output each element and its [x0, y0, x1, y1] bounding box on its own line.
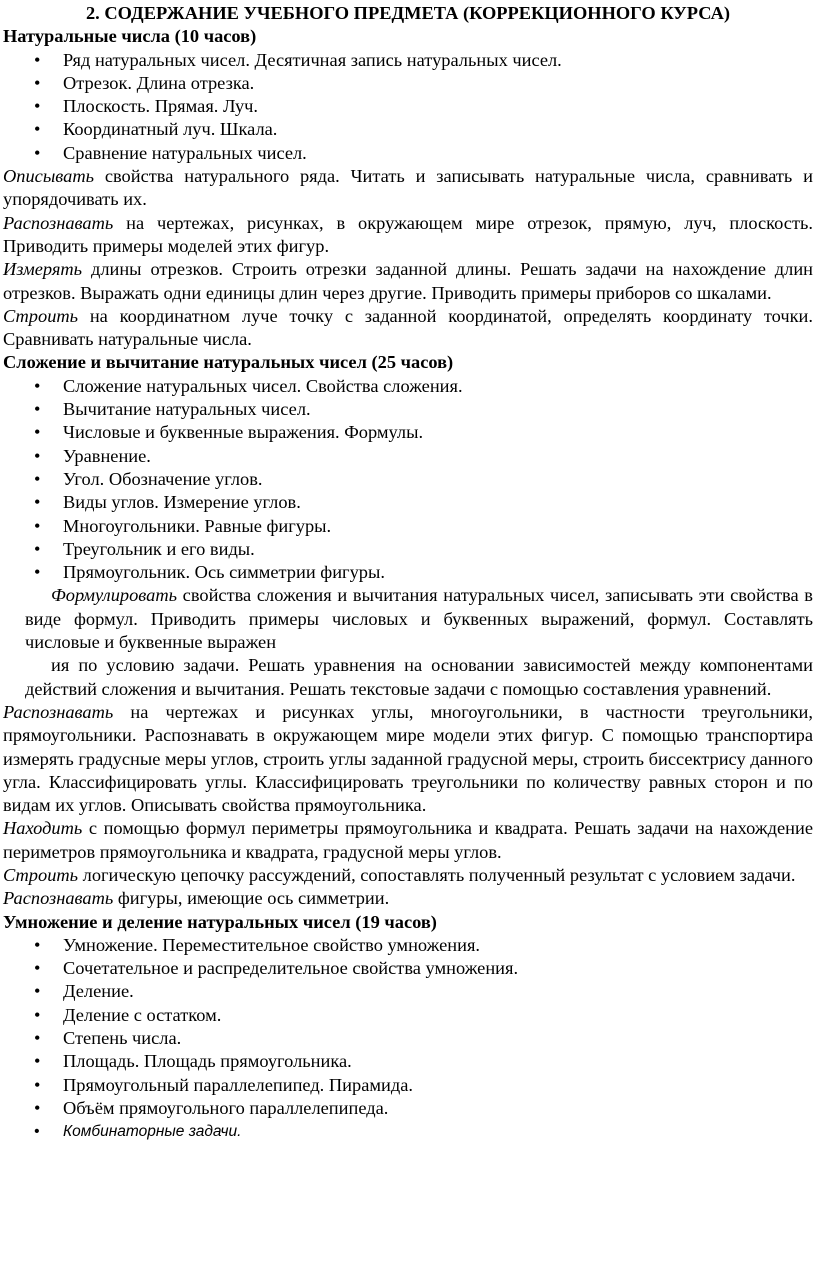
list-item: • Координатный луч. Шкала. [3, 118, 813, 141]
activity-verb: Распознавать [3, 701, 114, 722]
activity-verb: Строить [3, 305, 79, 326]
list-item: • Угол. Обозначение углов. [3, 468, 813, 491]
activity-verb: Описывать [3, 166, 94, 187]
activity-verb: Находить [3, 818, 83, 839]
activity-verb: Распознавать [3, 888, 114, 909]
list-item: • Деление с остатком. [3, 1004, 813, 1027]
activity-paragraph [3, 701, 813, 817]
list-item: • Треугольник и его виды. [3, 538, 813, 561]
topic-list-natural-numbers [3, 49, 813, 165]
activity-text: с помощью формул периметры прямоугольника и квадрата. Решать задачи на нахождение периметров прямоугольника и квадрата, градусной меры углов. [3, 818, 813, 862]
activity-paragraph [3, 864, 813, 887]
list-item: • Плоскость. Прямая. Луч. [3, 95, 813, 118]
section-heading-natural-numbers: Натуральные числа (10 часов) [3, 26, 257, 47]
activity-paragraph [3, 817, 813, 864]
activity-text: свойства сложения и вычитания натуральных чисел, записывать эти свойства в виде формул. Приводить примеры числовых и буквенных выражений, формул. Составлять числовые и буквенные выражен [25, 585, 813, 653]
list-item: • Отрезок. Длина отрезка. [3, 72, 813, 95]
activity-paragraph [3, 305, 813, 352]
activity-text: фигуры, имеющие ось симметрии. [113, 888, 390, 909]
list-item: • Сложение натуральных чисел. Свойства сложения. [3, 375, 813, 398]
list-item: • Прямоугольный параллелепипед. Пирамида. [3, 1074, 813, 1097]
list-item: • Числовые и буквенные выражения. Формулы. [3, 421, 813, 444]
activity-text: свойства натурального ряда. Читать и записывать натуральные числа, сравнивать и упорядочивать их. [3, 166, 813, 210]
activity-text: на чертежах и рисунках углы, многоугольники, в частности треугольники, прямоугольники. Распознавать в окружающем мире модели этих фигур. С помощью транспортира измерять градусные меры углов, строить углы заданной градусной меры, строить биссектрису данного угла. Классифицировать углы. Классифицировать треугольники по количеству равных сторон и по видам их углов. Описывать свойства прямоугольника. [3, 701, 813, 816]
list-item: • Деление. [3, 980, 813, 1003]
activity-paragraph-indented [3, 654, 813, 701]
activity-verb: Формулировать [51, 585, 177, 606]
activity-paragraph [3, 258, 813, 305]
list-item: • Прямоугольник. Ось симметрии фигуры. [3, 561, 813, 584]
activity-text: на координатном луче точку с заданной координатой, определять координату точки. Сравнивать натуральные числа. [3, 305, 813, 350]
activity-paragraph [3, 887, 813, 910]
activity-text: на чертежах, рисунках, в окружающем мире отрезок, прямую, луч, плоскость. Приводить примеры моделей этих фигур. [3, 212, 813, 256]
activity-verb: Строить [3, 864, 79, 885]
activity-paragraph [3, 212, 813, 259]
list-item: • Вычитание натуральных чисел. [3, 398, 813, 421]
list-item: • Объём прямоугольного параллелепипеда. [3, 1097, 813, 1120]
list-item: • Комбинаторные задачи. [3, 1120, 813, 1143]
section-heading-addition-subtraction: Сложение и вычитание натуральных чисел (25 часов) [3, 352, 454, 373]
activity-verb: Измерять [3, 259, 83, 280]
list-item: • Умножение. Переместительное свойство умножения. [3, 934, 813, 957]
activity-text: длины отрезков. Строить отрезки заданной длины. Решать задачи на нахождение длин отрезков. Выражать одни единицы длин через другие. Приводить примеры приборов со шкалами. [3, 259, 813, 303]
list-item: • Виды углов. Измерение углов. [3, 491, 813, 514]
list-item: • Сравнение натуральных чисел. [3, 142, 813, 165]
topic-list-addition-subtraction [3, 375, 813, 585]
topic-list-multiplication-division [3, 934, 813, 1144]
list-item: • Многоугольники. Равные фигуры. [3, 515, 813, 538]
list-item: • Сочетательное и распределительное свойства умножения. [3, 957, 813, 980]
list-item: • Площадь. Площадь прямоугольника. [3, 1050, 813, 1073]
section-heading-multiplication-division: Умножение и деление натуральных чисел (19 часов) [3, 911, 437, 932]
document-title: 2. СОДЕРЖАНИЕ УЧЕБНОГО ПРЕДМЕТА (КОРРЕКЦИОННОГО КУРСА) [85, 3, 731, 23]
activity-text: логическую цепочку рассуждений, сопоставлять полученный результат с условием задачи. [78, 864, 796, 885]
list-item: • Ряд натуральных чисел. Десятичная запись натуральных чисел. [3, 49, 813, 72]
activity-verb: Распознавать [3, 212, 114, 233]
activity-paragraph [3, 165, 813, 212]
list-item: • Степень числа. [3, 1027, 813, 1050]
activity-paragraph-indented [3, 584, 813, 654]
activity-text: ия по условию задачи. Решать уравнения на основании зависимостей между компонентами действий сложения и вычитания. Решать текстовые задачи с помощью составления уравнений. [25, 655, 813, 699]
list-item: • Уравнение. [3, 445, 813, 468]
